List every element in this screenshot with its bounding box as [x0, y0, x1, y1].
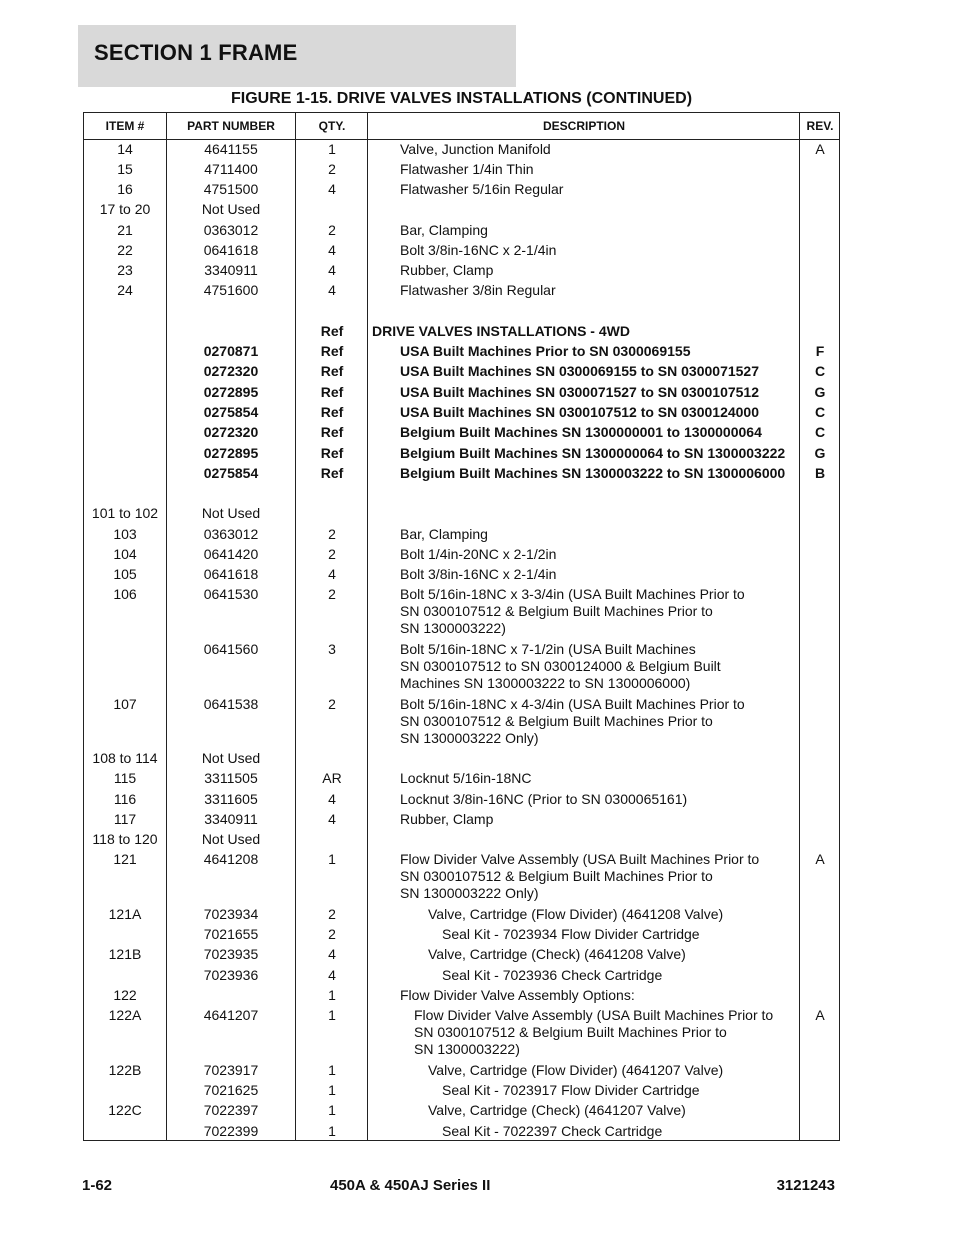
item-number: 118 to 120: [92, 831, 158, 847]
part-number: 0641618: [203, 242, 259, 258]
description-line: DRIVE VALVES INSTALLATIONS - 4WD: [372, 323, 630, 339]
description-line: Seal Kit - 7023936 Check Cartridge: [442, 967, 663, 983]
description-line: Valve, Cartridge (Flow Divider) (4641208 Valve): [428, 906, 724, 922]
item-number: 117: [113, 811, 137, 827]
description: [368, 445, 800, 462]
description: [368, 343, 800, 360]
quantity: 1: [328, 1082, 336, 1098]
description-line: Valve, Cartridge (Check) (4641207 Valve): [428, 1102, 686, 1118]
quantity: Ref: [320, 323, 344, 339]
table-header-row: [84, 113, 839, 140]
description-line: Bolt 5/16in-18NC x 7-1/2in (USA Built Machines: [400, 641, 696, 657]
quantity: 1: [328, 1007, 336, 1023]
quantity: 1: [328, 1123, 336, 1139]
part-number: 7021625: [203, 1082, 259, 1098]
description: [368, 242, 800, 259]
description: [368, 926, 800, 943]
part-number: 0641530: [203, 586, 259, 602]
header-description: DESCRIPTION: [542, 119, 625, 133]
description-line: Locknut 5/16in-18NC: [400, 770, 532, 786]
description: [368, 363, 800, 380]
part-number: Not Used: [201, 750, 261, 766]
item-number: 122C: [108, 1102, 142, 1118]
description: [368, 851, 800, 902]
revision: F: [815, 343, 825, 359]
quantity: 2: [328, 906, 336, 922]
revision: G: [814, 384, 826, 400]
revision: B: [814, 465, 826, 481]
quantity: 4: [328, 967, 336, 983]
item-number: 122: [113, 987, 137, 1003]
description: [368, 906, 800, 923]
description: [368, 1123, 800, 1140]
quantity: 2: [328, 161, 336, 177]
part-number: 4751500: [203, 181, 259, 197]
item-number: 121: [113, 851, 137, 867]
description-line: SN 1300003222): [400, 620, 506, 636]
part-number: 0275854: [203, 404, 259, 420]
part-number: 0641538: [203, 696, 259, 712]
quantity: 1: [328, 987, 336, 1003]
revision: C: [814, 424, 826, 440]
part-number: 0641618: [203, 566, 259, 582]
item-number: 106: [113, 586, 137, 602]
quantity: 4: [328, 811, 336, 827]
description-line: Machines SN 1300003222 to SN 1300006000): [400, 675, 691, 691]
description: [368, 161, 800, 178]
item-number: 108 to 114: [92, 750, 158, 766]
description-line: SN 1300003222): [414, 1041, 520, 1057]
quantity: 2: [328, 546, 336, 562]
description: [368, 987, 800, 1004]
revision: A: [815, 141, 825, 157]
description: [368, 323, 800, 340]
description: [368, 1102, 800, 1119]
description: [368, 424, 800, 441]
description-line: Locknut 3/8in-16NC (Prior to SN 0300065161): [400, 791, 688, 807]
part-number: Not Used: [201, 505, 261, 521]
description-line: Bolt 1/4in-20NC x 2-1/2in: [400, 546, 557, 562]
quantity: 2: [328, 586, 336, 602]
quantity: 4: [328, 262, 336, 278]
quantity: 2: [328, 222, 336, 238]
description-line: USA Built Machines SN 0300071527 to SN 0300107512: [400, 384, 760, 400]
part-number: 4711400: [204, 161, 258, 177]
description: [368, 141, 800, 158]
description: [368, 811, 800, 828]
item-number: 122A: [108, 1007, 142, 1023]
revision: A: [815, 1007, 825, 1023]
part-number: 0641420: [203, 546, 259, 562]
quantity: Ref: [320, 363, 344, 379]
parts-table: [83, 112, 840, 1141]
item-number: 121A: [108, 906, 142, 922]
description: [368, 770, 800, 787]
quantity: Ref: [320, 445, 344, 461]
part-number: 7023934: [203, 906, 259, 922]
description: [368, 384, 800, 401]
description-line: SN 0300107512 & Belgium Built Machines Prior to: [400, 713, 713, 729]
revision: C: [814, 363, 826, 379]
quantity: 4: [328, 282, 336, 298]
quantity: Ref: [320, 465, 344, 481]
part-number: 7023917: [203, 1062, 259, 1078]
part-number: 0272320: [203, 363, 259, 379]
part-number: 0363012: [203, 526, 259, 542]
item-number: 17 to 20: [99, 201, 151, 217]
quantity: AR: [322, 770, 342, 786]
description: [368, 946, 800, 963]
revision: G: [814, 445, 826, 461]
item-number: 15: [117, 161, 133, 177]
description-line: Rubber, Clamp: [400, 262, 494, 278]
part-number: 7022397: [203, 1102, 259, 1118]
part-number: 0272895: [203, 384, 259, 400]
description: [368, 641, 800, 692]
item-number: 16: [117, 181, 133, 197]
part-number: 4641208: [203, 851, 259, 867]
part-number: 0641560: [203, 641, 259, 657]
description: [368, 465, 800, 482]
item-number: 122B: [108, 1062, 142, 1078]
item-number: 103: [113, 526, 137, 542]
header-rev: REV.: [806, 119, 834, 133]
item-number: 105: [113, 566, 137, 582]
description-line: Valve, Cartridge (Flow Divider) (4641207 Valve): [428, 1062, 724, 1078]
quantity: Ref: [320, 343, 344, 359]
quantity: 1: [328, 141, 336, 157]
quantity: 4: [328, 242, 336, 258]
description-line: Bolt 3/8in-16NC x 2-1/4in: [400, 566, 557, 582]
item-number: 121B: [108, 946, 142, 962]
part-number: 0272895: [203, 445, 259, 461]
description-line: Belgium Built Machines SN 1300003222 to SN 1300006000: [400, 465, 786, 481]
quantity: Ref: [320, 384, 344, 400]
part-number: Not Used: [201, 831, 261, 847]
quantity: Ref: [320, 424, 344, 440]
item-number: 104: [113, 546, 137, 562]
item-number: 101 to 102: [91, 505, 159, 521]
description: [368, 1007, 800, 1058]
part-number: 4641207: [203, 1007, 259, 1023]
header-qty: QTY.: [318, 119, 346, 133]
description-line: Flatwasher 5/16in Regular: [400, 181, 564, 197]
quantity: Ref: [320, 404, 344, 420]
document-number: 3121243: [776, 1177, 835, 1194]
description: [368, 526, 800, 543]
description-line: SN 0300107512 to SN 0300124000 & Belgium Built: [400, 658, 721, 674]
description-line: Bar, Clamping: [400, 526, 488, 542]
description-line: Rubber, Clamp: [400, 811, 494, 827]
description-line: Seal Kit - 7023934 Flow Divider Cartridge: [442, 926, 700, 942]
description-line: Valve, Cartridge (Check) (4641208 Valve): [428, 946, 686, 962]
item-number: 115: [113, 770, 137, 786]
description: [368, 181, 800, 198]
quantity: 1: [328, 1102, 336, 1118]
header-part-number: PART NUMBER: [187, 119, 275, 133]
description-line: Valve, Junction Manifold: [400, 141, 551, 157]
part-number: 0275854: [203, 465, 259, 481]
description: [368, 222, 800, 239]
description-line: Flatwasher 1/4in Thin: [400, 161, 534, 177]
quantity: 2: [328, 926, 336, 942]
description: [368, 696, 800, 747]
description: [368, 1082, 800, 1099]
part-number: 7023935: [203, 946, 259, 962]
model-name: 450A & 450AJ Series II: [330, 1177, 491, 1194]
description-line: USA Built Machines Prior to SN 0300069155: [400, 343, 691, 359]
item-number: 21: [117, 222, 133, 238]
description: [368, 546, 800, 563]
description-line: Bolt 5/16in-18NC x 3-3/4in (USA Built Machines Prior to: [400, 586, 745, 602]
header-item: ITEM #: [105, 119, 145, 133]
item-number: 116: [113, 791, 137, 807]
description-line: SN 0300107512 & Belgium Built Machines Prior to: [414, 1024, 727, 1040]
part-number: 7021655: [203, 926, 259, 942]
page-number: 1-62: [82, 1177, 113, 1194]
description: [368, 282, 800, 299]
quantity: 4: [328, 181, 336, 197]
part-number: 3340911: [204, 262, 258, 278]
description-line: SN 0300107512 & Belgium Built Machines Prior to: [400, 868, 713, 884]
part-number: 7023936: [203, 967, 259, 983]
part-number: 0363012: [203, 222, 259, 238]
item-number: 23: [117, 262, 133, 278]
description: [368, 1062, 800, 1079]
revision: A: [815, 851, 825, 867]
description-line: SN 1300003222 Only): [400, 885, 539, 901]
description: [368, 586, 800, 637]
description-line: Seal Kit - 7023917 Flow Divider Cartridge: [442, 1082, 700, 1098]
revision: C: [814, 404, 826, 420]
part-number: 3311505: [204, 770, 258, 786]
part-number: 7022399: [203, 1123, 259, 1139]
description-line: Flow Divider Valve Assembly (USA Built Machines Prior to: [414, 1007, 774, 1023]
description-line: USA Built Machines SN 0300107512 to SN 0300124000: [400, 404, 760, 420]
quantity: 4: [328, 791, 336, 807]
description: [368, 967, 800, 984]
item-number: 107: [113, 696, 137, 712]
description-line: Bar, Clamping: [400, 222, 488, 238]
description: [368, 791, 800, 808]
part-number: 0270871: [203, 343, 259, 359]
quantity: 2: [328, 526, 336, 542]
quantity: 4: [328, 946, 336, 962]
description-line: SN 1300003222 Only): [400, 730, 539, 746]
description-line: Bolt 5/16in-18NC x 4-3/4in (USA Built Machines Prior to: [400, 696, 745, 712]
part-number: 3311605: [204, 791, 258, 807]
quantity: 2: [328, 696, 336, 712]
part-number: 4751600: [203, 282, 259, 298]
item-number: 14: [117, 141, 133, 157]
part-number: 4641155: [204, 141, 258, 157]
description: [368, 404, 800, 421]
quantity: 4: [328, 566, 336, 582]
part-number: Not Used: [201, 201, 261, 217]
part-number: 3340911: [204, 811, 258, 827]
description-line: Seal Kit - 7022397 Check Cartridge: [442, 1123, 663, 1139]
description-line: Flatwasher 3/8in Regular: [400, 282, 556, 298]
quantity: 1: [328, 851, 336, 867]
description-line: Belgium Built Machines SN 1300000001 to 1300000064: [400, 424, 762, 440]
description-line: USA Built Machines SN 0300069155 to SN 0300071527: [400, 363, 760, 379]
item-number: 22: [117, 242, 133, 258]
description-line: Belgium Built Machines SN 1300000064 to SN 1300003222: [400, 445, 786, 461]
quantity: 1: [328, 1062, 336, 1078]
quantity: 3: [328, 641, 336, 657]
figure-title: FIGURE 1-15. DRIVE VALVES INSTALLATIONS (CONTINUED): [230, 90, 693, 107]
part-number: 0272320: [203, 424, 259, 440]
description-line: Flow Divider Valve Assembly Options:: [400, 987, 635, 1003]
description-line: SN 0300107512 & Belgium Built Machines Prior to: [400, 603, 713, 619]
description: [368, 262, 800, 279]
description-line: Bolt 3/8in-16NC x 2-1/4in: [400, 242, 557, 258]
description: [368, 566, 800, 583]
section-title: SECTION 1 FRAME: [94, 40, 298, 65]
item-number: 24: [117, 282, 133, 298]
description-line: Flow Divider Valve Assembly (USA Built Machines Prior to: [400, 851, 760, 867]
